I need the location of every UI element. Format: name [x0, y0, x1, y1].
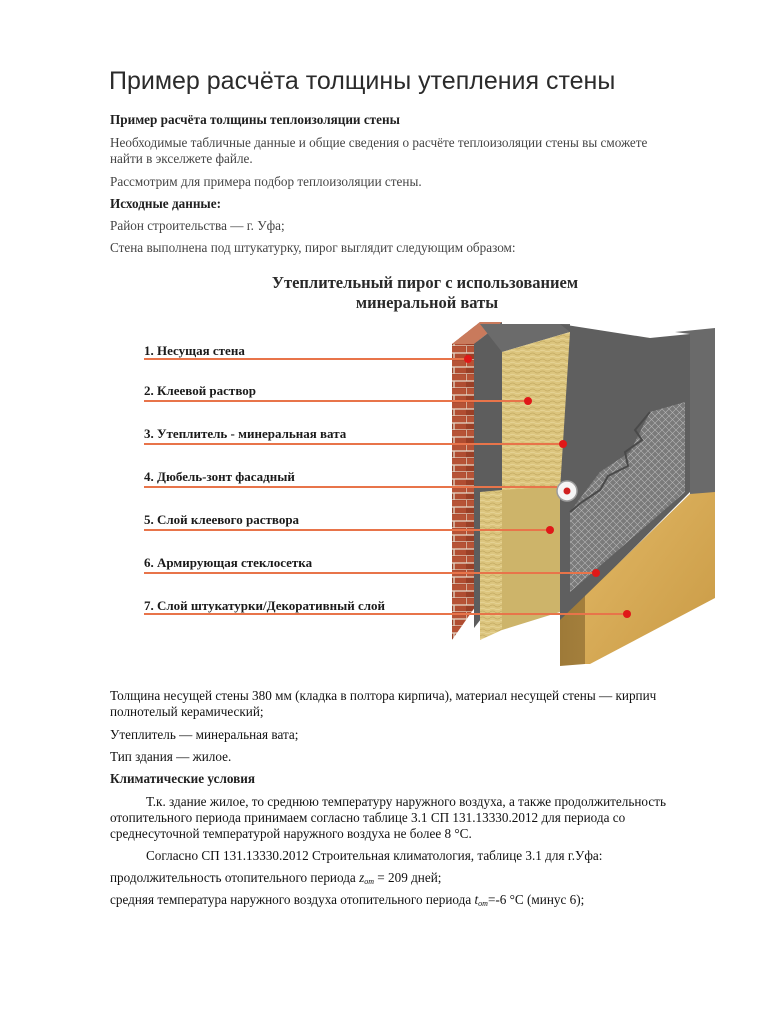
heating-temperature-value: =-6 °С (минус 6);: [487, 892, 585, 907]
heating-temperature-label: средняя температура наружного воздуха отопительного периода: [110, 892, 472, 907]
climate-line-4: Согласно СП 131.13330.2012 Строительная климатология, таблице 3.1 для г.Уфа:: [146, 848, 603, 863]
callout-label: 4. Дюбель-зонт фасадный: [144, 469, 295, 484]
duration-subscript: от: [364, 877, 374, 886]
facade-dowel: [557, 481, 577, 501]
region-text: Район строительства — г. Уфа;: [110, 218, 285, 233]
callout-1: [144, 343, 472, 363]
heating-temperature-line: [110, 892, 584, 912]
marker-dot: [592, 569, 600, 577]
callout-label: 5. Слой клеевого раствора: [144, 512, 300, 527]
marker-dot: [623, 610, 631, 618]
heating-duration-label: продолжительность отопительного периода: [110, 870, 356, 885]
insulation-diagram-svg: [130, 262, 720, 672]
wall-note: Стена выполнена под штукатурку, пирог выглядит следующим образом:: [110, 240, 516, 255]
callout-label: 6. Армирующая стеклосетка: [144, 555, 313, 570]
diagram-title-line-1: Утеплительный пирог с использованием: [271, 273, 579, 292]
source-data-heading: Исходные данные:: [110, 196, 221, 211]
wall-thickness-line-2: полнотелый керамический;: [110, 704, 264, 719]
heating-duration-value: = 209 дней;: [377, 870, 442, 885]
heating-duration-line: [110, 870, 441, 890]
wall-thickness-line-1: Толщина несущей стены 380 мм (кладка в полтора кирпича), материал несущей стены — кирпич: [110, 688, 657, 703]
page-title: Пример расчёта толщины утепления стены: [109, 67, 616, 95]
duration-symbol: z: [359, 870, 365, 885]
callout-label: 7. Слой штукатурки/Декоративный слой: [144, 598, 386, 613]
climate-heading: Климатические условия: [110, 771, 255, 786]
marker-dot: [546, 526, 554, 534]
intro-line-2: найти в экселжете файле.: [110, 151, 253, 166]
section-subtitle: Пример расчёта толщины теплоизоляции стены: [110, 112, 400, 127]
intro-line-3: Рассмотрим для примера подбор теплоизоляции стены.: [110, 174, 422, 189]
insulation-text: Утеплитель — минеральная вата;: [110, 727, 299, 742]
climate-line-2: отопительного периода принимаем согласно таблице 3.1 СП 131.13330.2012 для периода со: [110, 810, 626, 825]
temperature-subscript: от: [478, 899, 488, 908]
building-type-text: Тип здания — жилое.: [110, 749, 232, 764]
marker-dot: [464, 355, 472, 363]
insulation-diagram: [130, 262, 720, 672]
temperature-symbol: t: [474, 892, 479, 907]
climate-line-1: Т.к. здание жилое, то среднюю температуру наружного воздуха, а также продолжительность: [146, 794, 666, 809]
diagram-title-line-2: минеральной ваты: [355, 293, 499, 312]
marker-dot: [559, 440, 567, 448]
climate-line-3: среднесуточной температурой наружного воздуха не более 8 °С.: [110, 826, 472, 841]
callout-label: 1. Несущая стена: [144, 343, 245, 358]
callout-label: 3. Утеплитель - минеральная вата: [144, 426, 347, 441]
callout-label: 2. Клеевой раствор: [144, 383, 256, 398]
intro-line-1: Необходимые табличные данные и общие сведения о расчёте теплоизоляции стены вы сможете: [110, 135, 648, 150]
marker-dot: [524, 397, 532, 405]
